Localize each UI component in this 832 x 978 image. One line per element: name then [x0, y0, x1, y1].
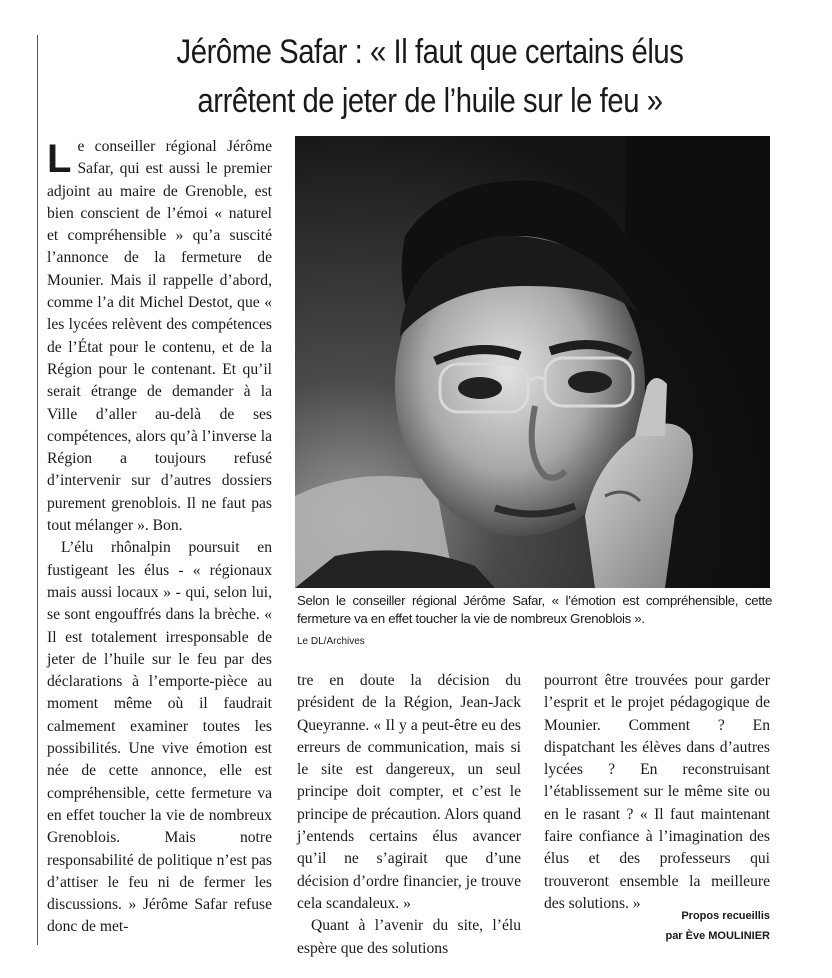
article-column-1 — [47, 136, 272, 939]
paragraph-text: e conseiller régional Jérôme Safar, qui est aussi le premier adjoint au maire de Grenoble, est bien conscient de l’émoi « naturel et compréhensible » qu’a suscité l’annonce de la fermeture de Mounier. Mais il rappelle d’abord, comme l’a dit Michel Destot, que « les lycées relèvent des compétences de l’État pour le contenu, et de la Région pour le contenant. Et qu’il serait étrange de demander à la Ville d’aller au-delà de ses compétences, alors qu’à l’inverse la Région a toujours refusé d’intervenir sur d’autres dossiers purement grenoblois. Il ne faut pas tout mélanger ». Bon. — [47, 138, 272, 535]
photo-caption: Selon le conseiller régional Jérôme Safar, « l’émotion est compréhensible, cette fermeture va en effet toucher la vie de nombreux Grenoblois ». — [297, 593, 772, 626]
photo-credit: Le DL/Archives — [297, 636, 365, 647]
headline-line-1: Jérôme Safar : « Il faut que certains élus — [176, 33, 684, 71]
portrait-photo — [295, 136, 770, 588]
drop-cap: L — [47, 137, 72, 181]
article-column-2 — [297, 670, 521, 960]
headline — [112, 28, 748, 126]
signature-line-1: Propos recueillis — [681, 910, 770, 922]
paragraph: Quant à l’avenir du site, l’élu espère que des solutions — [297, 917, 521, 957]
paragraph: tre en doute la décision du président de la Région, Jean-Jack Queyranne. « Il y a peut-être eu des erreurs de communication, mais si le site est dangereux, un seul principe doit compter, et c’est le principe de précaution. Alors quand j’entends certains élus avancer qu’il ne s’agirait que d’une décision d’ordre financier, je trouve cela scandaleux. » — [297, 672, 521, 912]
paragraph: pourront être trouvées pour garder l’esprit et le projet pédagogique de Mounier. Comment ? En dispatchant les élèves dans d’autres lycées ? En reconstruisant l’établissement sur le même site ou en le rasant ? « Il faut maintenant faire confiance à l’imagination des élus et des professeurs qui trouveront ensemble la meilleure des solutions. » — [544, 672, 770, 912]
headline-line-2: arrêtent de jeter de l’huile sur le feu » — [197, 82, 663, 120]
article-column-3 — [544, 670, 770, 915]
paragraph: L’élu rhônalpin poursuit en fustigeant les élus - « régionaux mais aussi locaux » - qui, selon lui, se sont engouffrés dans la brèche. « Il est totalement irresponsable de jeter de l’huile sur le feu par des déclarations à l’emporte-pièce au moment même où il faudrait calmement examiner toutes les possibilités. Une vive émotion est née de cette annonce, elle est compréhensible, cette fermeture va en effet toucher la vie de nombreux Grenoblois. Mais notre responsabilité de politique n’est pas d’attiser le feu ni de fermer les discussions. » Jérôme Safar refuse donc de met- — [47, 539, 272, 936]
signature-line-2: par Ève MOULINIER — [665, 930, 770, 942]
column-rule — [37, 35, 38, 945]
portrait-photo-illustration — [295, 136, 770, 588]
author-signature — [665, 906, 770, 946]
paragraph — [47, 136, 272, 537]
